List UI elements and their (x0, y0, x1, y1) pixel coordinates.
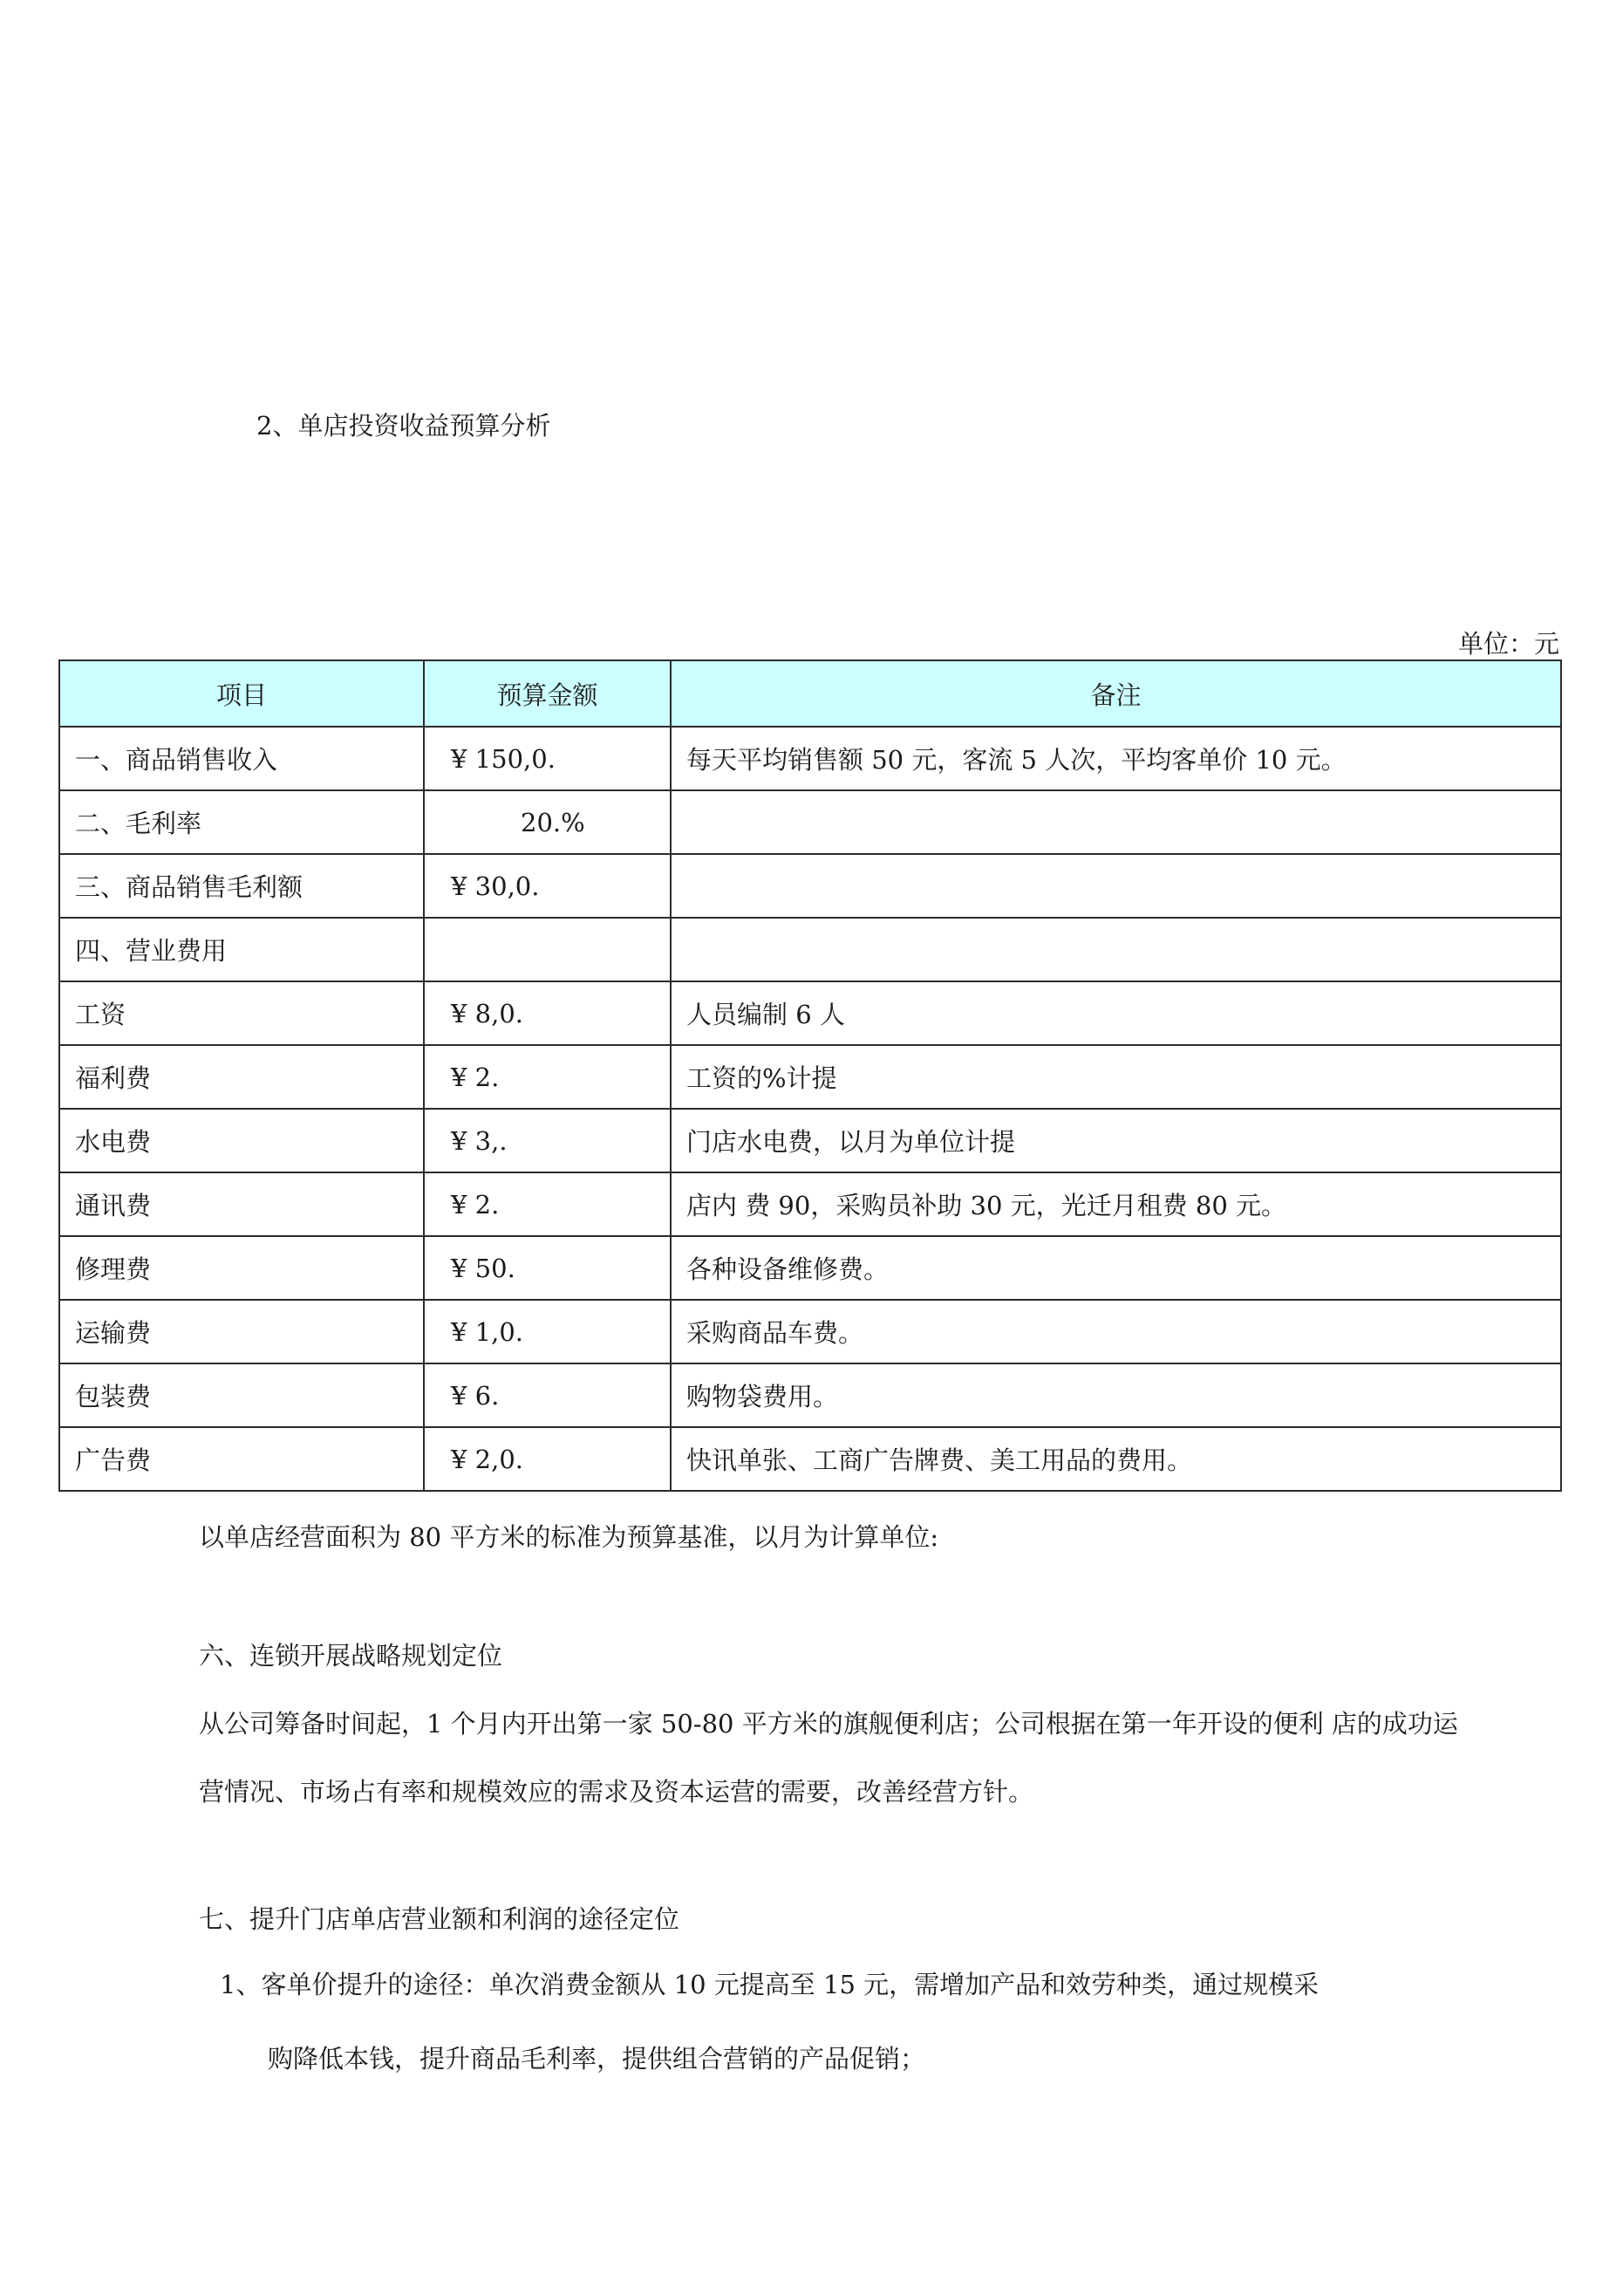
section-seven-item-line: 1、客单价提升的途径：单次消费金额从 10 元提高至 15 元，需增加产品和效劳种类，通过规模采 (220, 1970, 1320, 1999)
cell-note: 门店水电费，以月为单位计提 (671, 1109, 1561, 1172)
table-row (59, 1172, 1561, 1236)
cell-item: 通讯费 (59, 1172, 424, 1236)
header-item: 项目 (59, 660, 424, 727)
table-row (59, 1427, 1561, 1491)
cell-amount: ¥ 30,0. (424, 854, 671, 918)
table-row (59, 1236, 1561, 1300)
cell-note: 购物袋费用。 (671, 1363, 1561, 1427)
cell-note: 快讯单张、工商广告牌费、美工用品的费用。 (671, 1427, 1561, 1491)
cell-amount: ¥ 3,. (424, 1109, 671, 1172)
cell-note (671, 918, 1561, 981)
section-six-paragraph-line: 从公司筹备时间起，1 个月内开出第一家 50-80 平方米的旗舰便利店；公司根据在第一年开设的便利 店的成功运 (199, 1709, 1458, 1739)
cell-item: 运输费 (59, 1300, 424, 1363)
section-heading: 2、单店投资收益预算分析 (256, 411, 551, 441)
cell-note (671, 854, 1561, 918)
table-row (59, 727, 1561, 790)
cell-item: 修理费 (59, 1236, 424, 1300)
section-six-paragraph-line: 营情况、市场占有率和规模效应的需求及资本运营的需要，改善经营方针。 (199, 1777, 1034, 1807)
table-row (59, 981, 1561, 1045)
table-header-row (59, 660, 1561, 727)
unit-label: 单位：元 (1457, 629, 1559, 659)
cell-amount: ¥ 2. (424, 1045, 671, 1109)
cell-note: 工资的%计提 (671, 1045, 1561, 1109)
header-note: 备注 (671, 660, 1561, 727)
budget-table (58, 659, 1562, 1492)
table-row (59, 918, 1561, 981)
cell-note: 每天平均销售额 50 元，客流 5 人次，平均客单价 10 元。 (671, 727, 1561, 790)
cell-note: 各种设备维修费。 (671, 1236, 1561, 1300)
header-amount: 预算金额 (424, 660, 671, 727)
cell-item: 四、营业费用 (59, 918, 424, 981)
cell-item: 水电费 (59, 1109, 424, 1172)
cell-amount: ¥ 2. (424, 1172, 671, 1236)
cell-note: 店内 费 90，采购员补助 30 元，光迁月租费 80 元。 (671, 1172, 1561, 1236)
cell-amount: ¥ 2,0. (424, 1427, 671, 1491)
cell-amount: 20.% (424, 790, 671, 854)
table-row (59, 1300, 1561, 1363)
table-row (59, 1363, 1561, 1427)
table-row (59, 1045, 1561, 1109)
section-six-heading: 六、连锁开展战略规划定位 (199, 1641, 503, 1671)
cell-amount (424, 918, 671, 981)
cell-note: 采购商品车费。 (671, 1300, 1561, 1363)
budget-basis-note: 以单店经营面积为 80 平方米的标准为预算基准，以月为计算单位: (199, 1522, 939, 1552)
cell-item: 广告费 (59, 1427, 424, 1491)
cell-item: 福利费 (59, 1045, 424, 1109)
cell-note (671, 790, 1561, 854)
cell-amount: ¥ 1,0. (424, 1300, 671, 1363)
table-row (59, 1109, 1561, 1172)
section-seven-item-line: 购降低本钱，提升商品毛利率，提供组合营销的产品促销； (268, 2044, 926, 2074)
cell-item: 三、商品销售毛利额 (59, 854, 424, 918)
table-row (59, 790, 1561, 854)
cell-amount: ¥ 150,0. (424, 727, 671, 790)
cell-item: 二、毛利率 (59, 790, 424, 854)
cell-amount: ¥ 8,0. (424, 981, 671, 1045)
cell-item: 包装费 (59, 1363, 424, 1427)
cell-item: 工资 (59, 981, 424, 1045)
section-seven-heading: 七、提升门店单店营业额和利润的途径定位 (199, 1904, 680, 1934)
cell-amount: ¥ 6. (424, 1363, 671, 1427)
cell-item: 一、商品销售收入 (59, 727, 424, 790)
table-row (59, 854, 1561, 918)
cell-amount: ¥ 50. (424, 1236, 671, 1300)
cell-note: 人员编制 6 人 (671, 981, 1561, 1045)
